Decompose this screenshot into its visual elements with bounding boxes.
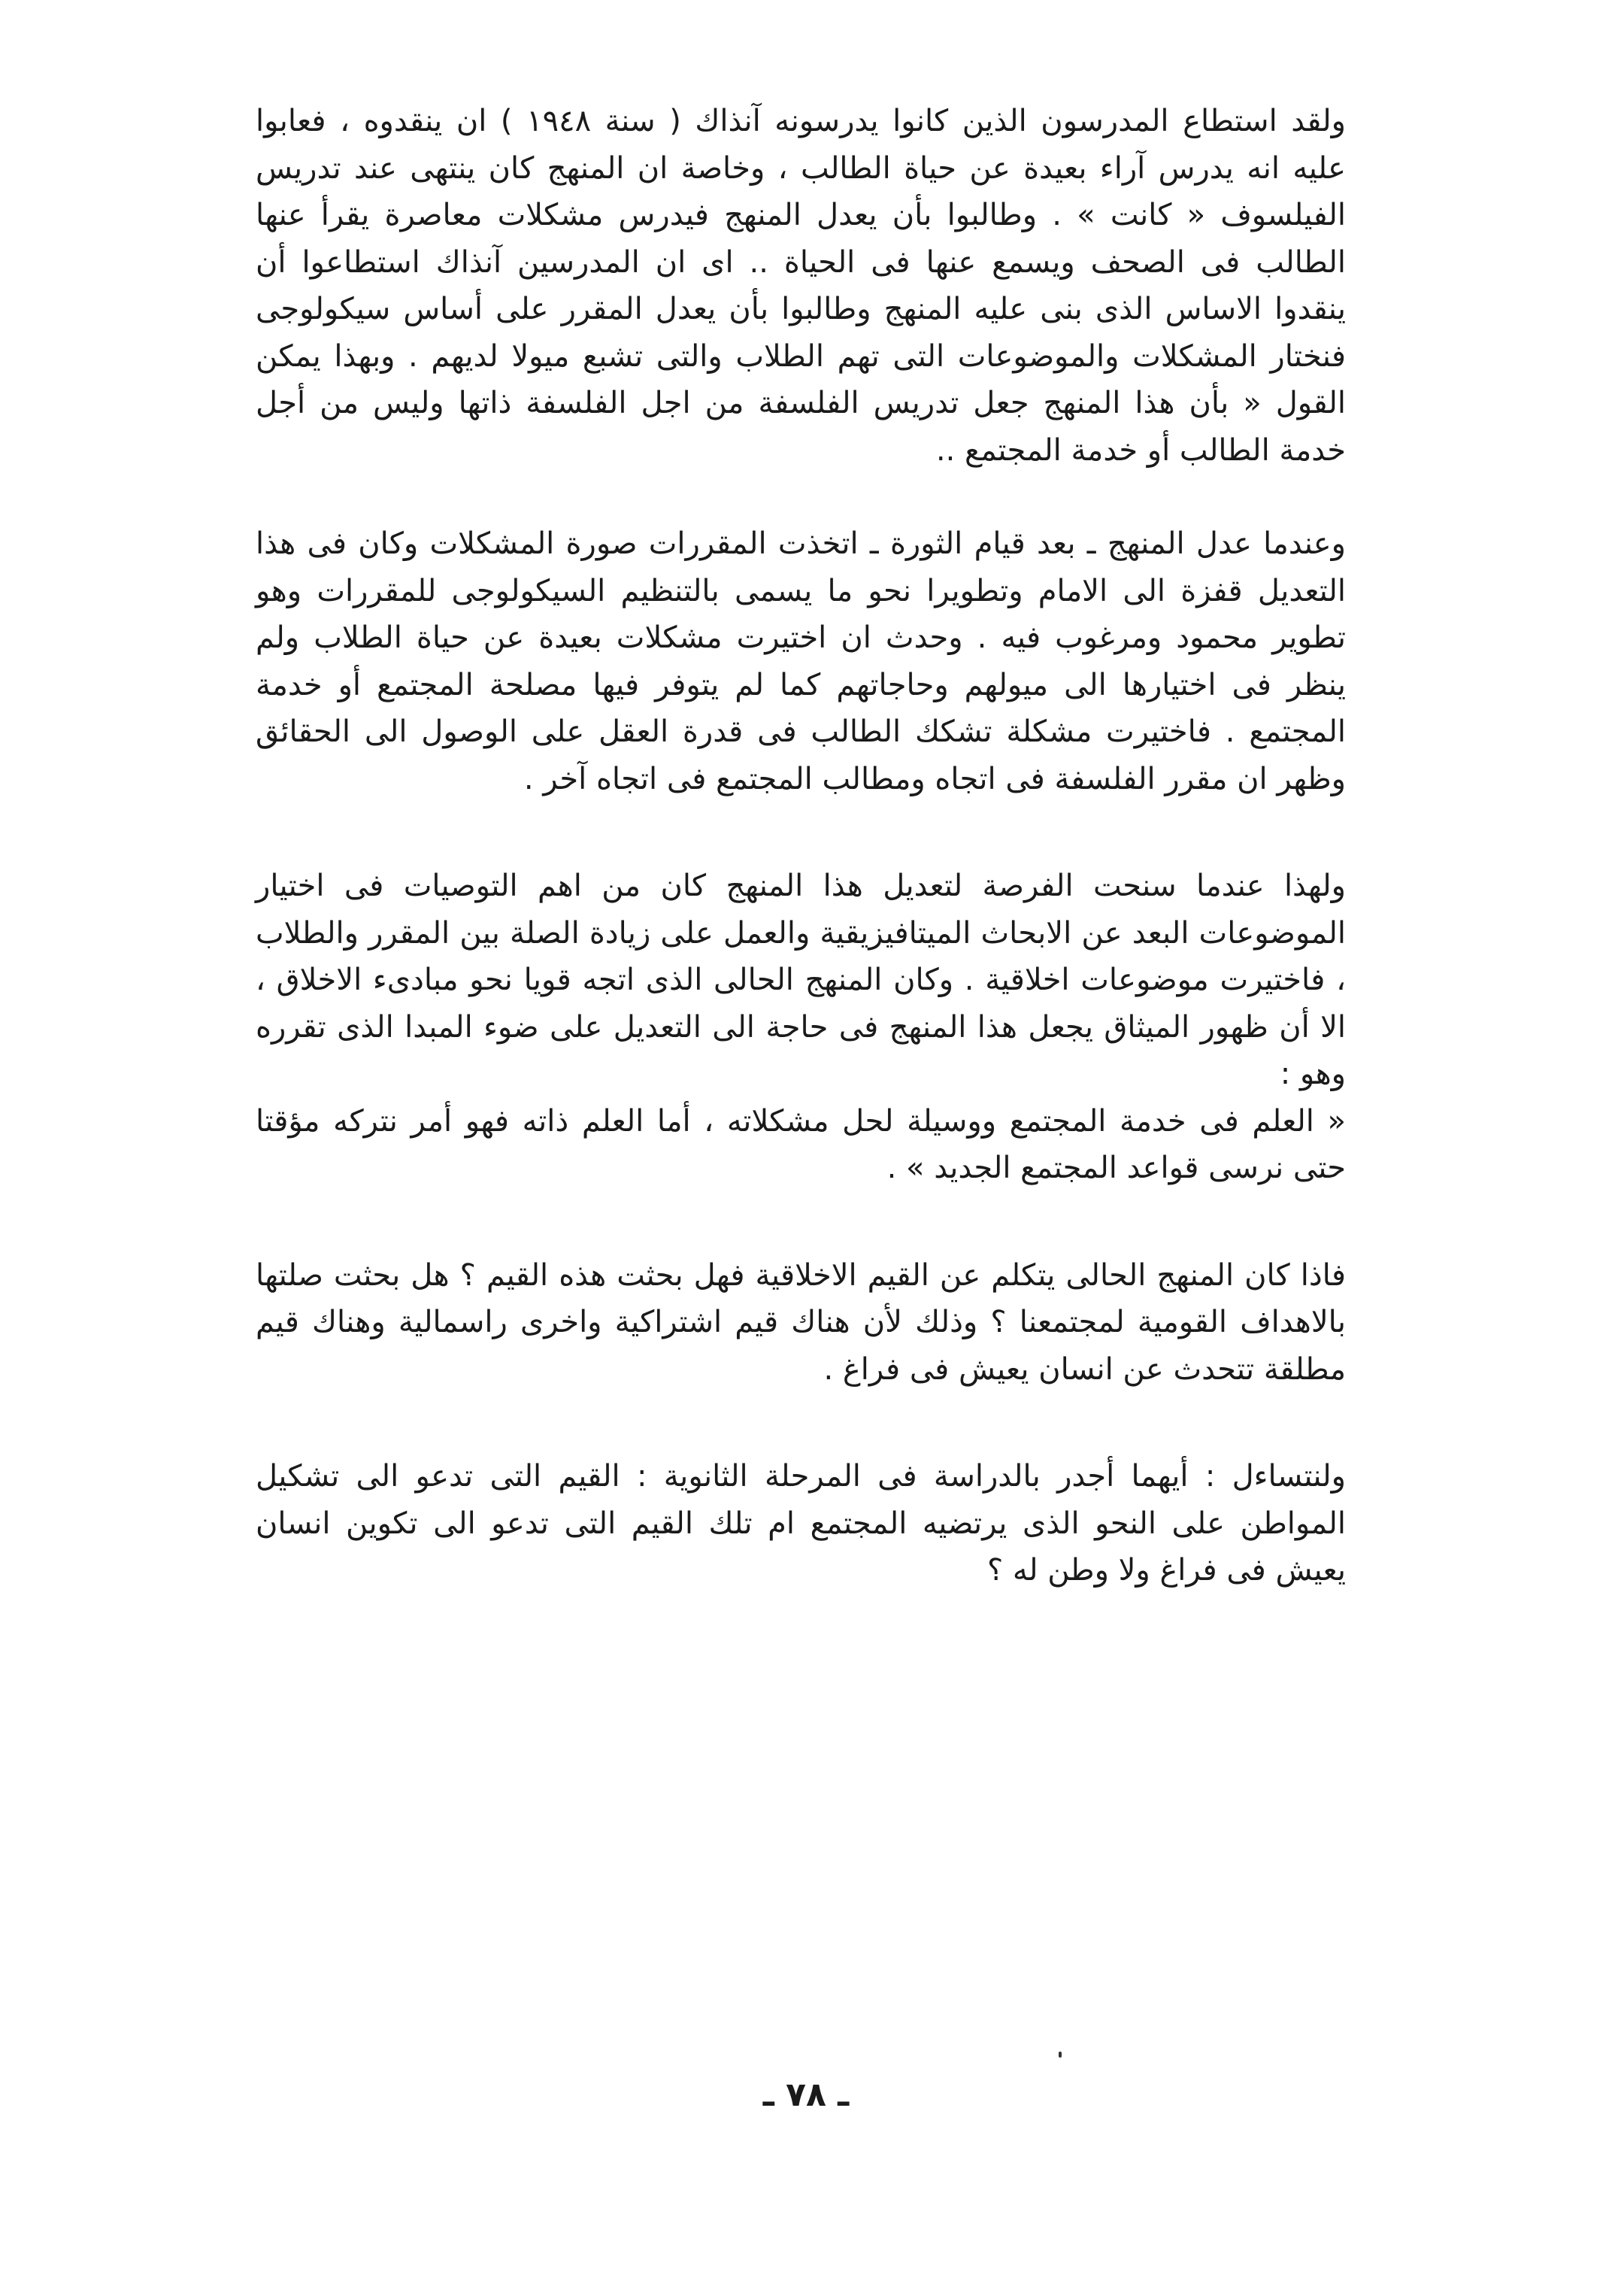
document-page [256,98,1346,1594]
paragraph-3: ولهذا عندما سنحت الفرصة لتعديل هذا المنهج كان من اهم التوصيات فى اختيار الموضوعات البعد عن الابحاث الميتافيزيقية والعمل على زيادة الصلة بين المقرر والطلاب ، فاختيرت موضوعات اخلاقية . وكان المنهج الحالى الذى اتجه قويا نحو مبادىء الاخلاق ، الا أن ظهور الميثاق يجعل هذا المنهج فى حاجة الى التعديل على ضوء المبدا الذى تقرره وهو : [256,869,1346,1091]
page-number: ـ ٧٨ ـ [762,2076,850,2114]
quotation: « العلم فى خدمة المجتمع ووسيلة لحل مشكلاته ، أما العلم ذاته فهو أمر نتركه مؤقتا حتى نرسى قواعد المجتمع الجديد » . [256,1103,1346,1185]
paragraph-1: ولقد استطاع المدرسون الذين كانوا يدرسونه آنذاك ( سنة ١٩٤٨ ) ان ينقدوه ، فعابوا عليه انه يدرس آراء بعيدة عن حياة الطالب ، وخاصة ان المنهج كان ينتهى عند تدريس الفيلسوف « كانت » . وطالبوا بأن يعدل المنهج فيدرس مشكلات معاصرة يقرأ عنها الطالب فى الصحف ويسمع عنها فى الحياة .. اى ان المدرسين آنذاك استطاعوا أن ينقدوا الاساس الذى بنى عليه المنهج وطالبوا بأن يعدل المقرر على أساس سيكولوجى فنختار المشكلات والموضوعات التى تهم الطلاب والتى تشبع ميولا لديهم . وبهذا يمكن القول « بأن هذا المنهج جعل تدريس الفلسفة من اجل الفلسفة ذاتها وليس من أجل خدمة الطالب أو خدمة المجتمع .. [256,104,1346,468]
paragraph-5: ولنتساءل : أيهما أجدر بالدراسة فى المرحلة الثانوية : القيم التى تدعو الى تشكيل المواطن على النحو الذى يرتضيه المجتمع ام تلك القيم التى تدعو الى تكوين انسان يعيش فى فراغ ولا وطن له ؟ [256,1459,1346,1588]
scan-speck [1059,2052,1062,2058]
paragraph-4: فاذا كان المنهج الحالى يتكلم عن القيم الاخلاقية فهل بحثت هذه القيم ؟ هل بحثت صلتها بالاهداف القومية لمجتمعنا ؟ وذلك لأن هناك قيم اشتراكية واخرى راسمالية وهناك قيم مطلقة تتحدث عن انسان يعيش فى فراغ . [256,1257,1346,1387]
paragraph-2: وعندما عدل المنهج ـ بعد قيام الثورة ـ اتخذت المقررات صورة المشكلات وكان فى هذا التعديل قفزة الى الامام وتطويرا نحو ما يسمى بالتنظيم السيكولوجى للمقررات وهو تطوير محمود ومرغوب فيه . وحدث ان اختيرت مشكلات بعيدة عن حياة الطلاب ولم ينظر فى اختيارها الى ميولهم وحاجاتهم كما لم يتوفر فيها مصلحة المجتمع أو خدمة المجتمع . فاختيرت مشكلة تشكك الطالب فى قدرة العقل على الوصول الى الحقائق وظهر ان مقرر الفلسفة فى اتجاه ومطالب المجتمع فى اتجاه آخر . [256,526,1346,796]
